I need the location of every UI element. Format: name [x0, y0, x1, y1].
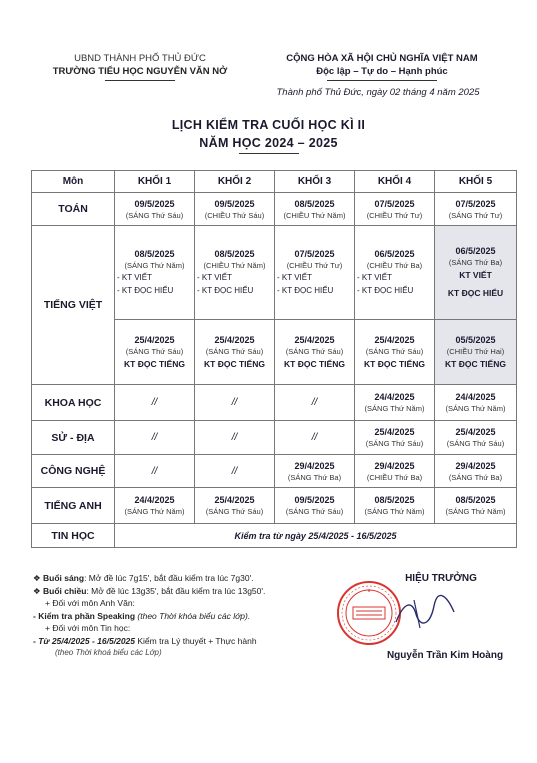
table-row	[32, 385, 517, 421]
exam-date: 07/5/2025	[455, 198, 496, 209]
exam-part: KT ĐỌC TIẾNG	[124, 358, 185, 369]
exam-part: KT ĐỌC TIẾNG	[204, 358, 265, 369]
signatory-name: Nguyễn Trần Kim Hoàng	[386, 650, 504, 661]
exam-session: (SÁNG Thứ Năm)	[445, 404, 506, 413]
exam-date: 07/5/2025	[374, 198, 415, 209]
schedule-cell	[435, 488, 517, 524]
note-afternoon	[33, 585, 353, 598]
subject-cell: CÔNG NGHỆ	[32, 455, 115, 488]
schedule-cell-highlighted	[435, 226, 517, 320]
exam-date: 25/4/2025	[214, 495, 255, 505]
exam-part: - KT ĐỌC HIỂU	[357, 286, 414, 295]
exam-part: KT ĐỌC HIỂU	[447, 288, 504, 298]
title-underline	[239, 153, 299, 154]
note-morning-text: : Mở đề lúc 7g15', bắt đầu kiểm tra lúc 7g30'.	[84, 573, 254, 583]
exam-part: - KT VIẾT	[197, 273, 232, 282]
exam-date: 09/5/2025	[134, 198, 175, 209]
header-grade-2: KHỐI 2	[195, 171, 275, 193]
table-row	[32, 455, 517, 488]
exam-session: (CHIỀU Thứ Năm)	[203, 261, 266, 270]
exam-part: - KT VIẾT	[357, 273, 392, 282]
table-row	[32, 193, 517, 226]
exam-date: 08/5/2025	[134, 249, 175, 259]
diamond-bullet-icon: ❖	[33, 585, 43, 596]
motto-underline	[327, 80, 437, 81]
schedule-cell	[355, 226, 435, 320]
exam-date: 25/4/2025	[374, 334, 415, 345]
schedule-cell	[275, 320, 355, 385]
schedule-cell	[195, 226, 275, 320]
subject-cell: TIẾNG ANH	[32, 488, 115, 524]
schedule-cell	[115, 320, 195, 385]
exam-session: (SÁNG Thứ Sáu)	[446, 439, 505, 448]
it-exam-range: Kiểm tra từ ngày 25/4/2025 - 16/5/2025	[115, 524, 517, 548]
schedule-cell	[355, 320, 435, 385]
schedule-cell	[275, 455, 355, 488]
national-motto: Độc lập – Tự do – Hạnh phúc	[316, 66, 448, 77]
note-it-range-dates: - Từ 25/4/2025 - 16/5/2025	[33, 635, 135, 646]
exam-session: (CHIỀU Thứ Năm)	[283, 210, 346, 220]
exam-session: (SÁNG Thứ Sáu)	[125, 210, 184, 220]
diamond-bullet-icon: ❖	[33, 573, 43, 583]
exam-session: (SÁNG Thứ Sáu)	[125, 346, 184, 356]
note-it-intro: + Đối với môn Tin học:	[45, 623, 131, 633]
exam-date: 25/4/2025	[214, 334, 255, 345]
subject-cell: SỬ - ĐỊA	[32, 421, 115, 455]
no-exam-cell: //	[195, 421, 275, 455]
table-row	[32, 488, 517, 524]
issuer-district: UBND THÀNH PHỐ THỦ ĐỨC	[74, 53, 206, 64]
svg-text:★: ★	[366, 588, 372, 594]
note-it-range-text: Kiểm tra Lý thuyết + Thực hành	[137, 635, 257, 646]
schedule-cell	[435, 455, 517, 488]
subject-cell: TOÁN	[32, 193, 115, 226]
exam-session: (SÁNG Thứ Sáu)	[205, 346, 264, 356]
schedule-cell	[195, 320, 275, 385]
exam-date: 07/5/2025	[294, 249, 335, 259]
schedule-cell-highlighted	[435, 320, 517, 385]
no-exam-cell: //	[195, 455, 275, 488]
header-grade-1: KHỐI 1	[115, 171, 195, 193]
note-morning	[33, 572, 353, 585]
exam-session: (SÁNG Thứ Sáu)	[365, 346, 424, 356]
exam-part: - KT VIẾT	[277, 273, 312, 282]
exam-part: - KT ĐỌC HIỂU	[277, 286, 334, 295]
header-grade-4: KHỐI 4	[355, 171, 435, 193]
note-it-detail: (theo Thời khoá biểu các Lớp)	[55, 648, 162, 657]
document-date: Thành phố Thủ Đức, ngày 02 tháng 4 năm 2025	[276, 87, 480, 98]
exam-parts	[195, 271, 274, 297]
exam-session: (SÁNG Thứ Ba)	[287, 472, 342, 482]
exam-date: 25/4/2025	[134, 334, 175, 345]
exam-session: (SÁNG Thứ Năm)	[364, 507, 425, 516]
exam-session: (CHIỀU Thứ Tư)	[366, 210, 423, 220]
no-exam-cell: //	[195, 385, 275, 421]
exam-session: (CHIỀU Thứ Hai)	[446, 346, 505, 356]
exam-date: 29/4/2025	[374, 460, 415, 471]
exam-date: 25/4/2025	[455, 427, 496, 437]
exam-date: 08/5/2025	[294, 198, 335, 209]
header-grade-3: KHỐI 3	[275, 171, 355, 193]
exam-session: (CHIỀU Thứ Sáu)	[204, 210, 265, 220]
schedule-cell	[355, 455, 435, 488]
note-afternoon-text: : Mở đề lúc 13g35', bắt đầu kiểm tra lúc 13g50'.	[86, 585, 266, 596]
exam-date: 08/5/2025	[214, 249, 255, 259]
exam-date: 05/5/2025	[455, 334, 496, 345]
no-exam-cell: //	[275, 385, 355, 421]
no-exam-cell: //	[115, 385, 195, 421]
table-row	[32, 226, 517, 320]
header-subject: Môn	[32, 171, 115, 193]
subject-cell: TIẾNG VIỆT	[32, 226, 115, 385]
exam-session: (SÁNG Thứ Sáu)	[205, 507, 264, 516]
exam-part: KT VIẾT	[459, 270, 492, 280]
schedule-cell	[115, 226, 195, 320]
issuer-block	[40, 52, 240, 81]
schedule-cell	[115, 193, 195, 226]
exam-session: (SÁNG Thứ Năm)	[124, 507, 185, 516]
exam-session: (SÁNG Thứ Sáu)	[285, 346, 344, 356]
schedule-cell	[355, 421, 435, 455]
schedule-cell	[195, 488, 275, 524]
national-title: CỘNG HÒA XÃ HỘI CHỦ NGHĨA VIỆT NAM	[286, 53, 478, 64]
schedule-cell	[115, 488, 195, 524]
exam-session: (SÁNG Thứ Ba)	[448, 472, 503, 482]
handwritten-signature-icon	[390, 592, 460, 632]
signature-role: HIỆU TRƯỞNG	[405, 573, 477, 584]
no-exam-cell: //	[275, 421, 355, 455]
schedule-cell	[435, 193, 517, 226]
note-english-speaking-label: - Kiểm tra phần Speaking	[33, 610, 136, 621]
exam-parts	[115, 271, 194, 297]
exam-parts	[275, 271, 354, 297]
schedule-cell	[275, 488, 355, 524]
exam-date: 08/5/2025	[374, 495, 415, 505]
exam-date: 24/4/2025	[374, 392, 415, 402]
exam-session: (SÁNG Thứ Sáu)	[285, 507, 344, 516]
schedule-cell	[355, 385, 435, 421]
exam-date: 29/4/2025	[455, 460, 496, 471]
exam-session: (SÁNG Thứ Tư)	[448, 210, 503, 220]
title-line-1: LỊCH KIỂM TRA CUỐI HỌC KÌ II	[171, 118, 366, 132]
issuer-school: TRƯỜNG TIỂU HỌC NGUYỄN VĂN NỞ	[52, 66, 228, 77]
exam-session: (SÁNG Thứ Sáu)	[365, 439, 424, 448]
subject-cell: TIN HỌC	[32, 524, 115, 548]
exam-date: 08/5/2025	[455, 495, 496, 505]
exam-session: (CHIỀU Thứ Tư)	[286, 261, 343, 270]
exam-part: KT ĐỌC TIẾNG	[364, 358, 425, 369]
table-header-row	[32, 171, 517, 193]
exam-part: KT ĐỌC TIẾNG	[445, 358, 506, 369]
schedule-cell	[435, 385, 517, 421]
no-exam-cell: //	[115, 421, 195, 455]
exam-session: (SÁNG Thứ Năm)	[364, 404, 425, 413]
table-row	[32, 421, 517, 455]
title-line-2: NĂM HỌC 2024 – 2025	[199, 136, 338, 150]
exam-part: - KT ĐỌC HIỂU	[197, 286, 254, 295]
exam-session: (CHIỀU Thứ Ba)	[366, 261, 423, 270]
exam-part: - KT ĐỌC HIỂU	[117, 286, 174, 295]
notes-block	[33, 572, 353, 660]
exam-date: 25/4/2025	[374, 427, 415, 437]
exam-date: 06/5/2025	[455, 246, 496, 256]
exam-date: 24/4/2025	[455, 392, 496, 402]
table-row	[32, 524, 517, 548]
schedule-cell	[195, 193, 275, 226]
note-afternoon-label: Buổi chiều	[42, 585, 87, 596]
schedule-cell	[355, 488, 435, 524]
note-it-range	[33, 635, 353, 648]
note-english-speaking	[33, 610, 353, 623]
issuer-underline	[105, 80, 175, 81]
exam-part: KT ĐỌC TIẾNG	[284, 358, 345, 369]
exam-parts	[355, 271, 434, 297]
header-grade-5: KHỐI 5	[435, 171, 517, 193]
exam-date: 24/4/2025	[134, 495, 175, 505]
exam-date: 25/4/2025	[294, 334, 335, 345]
exam-part: - KT VIẾT	[117, 273, 152, 282]
exam-date: 09/5/2025	[214, 198, 255, 209]
document-title	[0, 116, 537, 154]
exam-date: 06/5/2025	[374, 249, 415, 259]
schedule-cell	[275, 226, 355, 320]
exam-session: (CHIỀU Thứ Ba)	[366, 472, 423, 482]
note-english-intro: + Đối với môn Anh Văn:	[45, 598, 135, 608]
subject-cell: KHOA HỌC	[32, 385, 115, 421]
no-exam-cell: //	[115, 455, 195, 488]
exam-session: (SÁNG Thứ Năm)	[445, 507, 506, 516]
exam-date: 29/4/2025	[294, 460, 335, 471]
national-motto-block	[262, 52, 502, 81]
exam-session: (SÁNG Thứ Năm)	[124, 261, 185, 270]
schedule-cell	[355, 193, 435, 226]
exam-date: 09/5/2025	[294, 495, 335, 505]
note-english-speaking-detail: (theo Thời khóa biểu các lớp).	[137, 610, 251, 621]
exam-schedule-table	[31, 170, 517, 548]
exam-session: (SÁNG Thứ Ba)	[448, 258, 503, 267]
schedule-cell	[275, 193, 355, 226]
schedule-cell	[435, 421, 517, 455]
note-morning-label: Buổi sáng	[42, 573, 85, 583]
